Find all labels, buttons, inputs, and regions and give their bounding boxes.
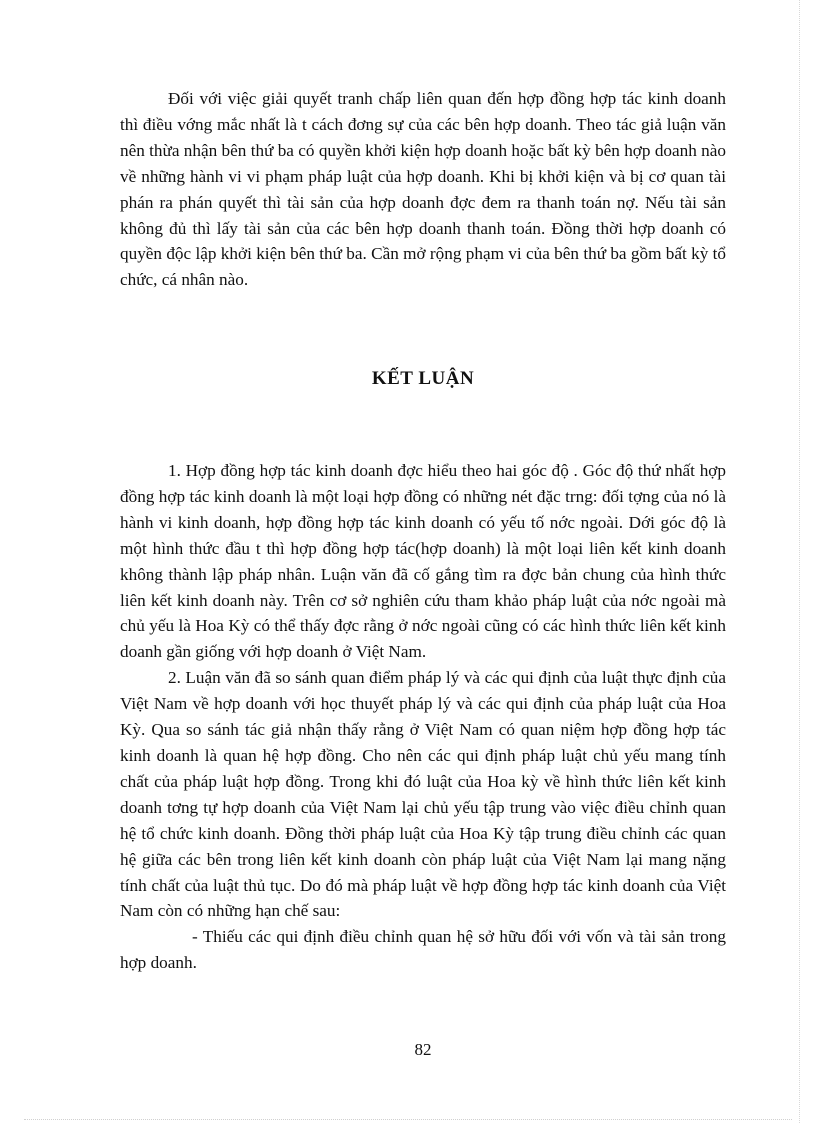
conclusion-bullet-1: - Thiếu các qui định điều chỉnh quan hệ sở hữu đối với vốn và tài sản trong hợp doanh. — [120, 927, 726, 973]
right-dotted-rule — [799, 0, 800, 1123]
intro-section — [120, 86, 726, 293]
intro-paragraph: Đối với việc giải quyết tranh chấp liên quan đến hợp đồng hợp tác kinh doanh thì điều vớng mắc nhất là t cách đơng sự của các bên hợp doanh. Theo tác giả luận văn nên thừa nhận bên thứ ba có quyền khởi kiện hợp doanh hoặc bất kỳ bên hợp doanh nào về những hành vi vi phạm pháp luật của hợp doanh. Khi bị khởi kiện và bị cơ quan tài phán ra phán quyết thì tài sản của hợp doanh đợc đem ra thanh toán nợ. Nếu tài sản không đủ thì lấy tài sản của các bên hợp doanh thanh toán. Đồng thời hợp doanh có quyền độc lập khởi kiện bên thứ ba. Cần mở rộng phạm vi của bên thứ ba gồm bất kỳ tổ chức, cá nhân nào. — [120, 89, 726, 290]
conclusion-section — [120, 458, 726, 976]
section-heading: KẾT LUẬN — [371, 368, 475, 389]
conclusion-paragraph-2: 2. Luận văn đã so sánh quan điểm pháp lý và các qui định của luật thực định của Việt Nam về hợp doanh với học thuyết pháp lý và các qui định của pháp luật của Hoa Kỳ. Qua so sánh tác giả nhận thấy rằng ở Việt Nam có quan niệm hợp đồng hợp tác kinh doanh là quan hệ hợp đồng. Cho nên các qui định pháp luật chủ yếu mang tính chất của pháp luật hợp đồng. Trong khi đó luật của Hoa kỳ về hình thức liên kết kinh doanh tơng tự hợp doanh của Việt Nam lại chủ yếu tập trung vào việc điều chỉnh quan hệ tổ chức kinh doanh. Đồng thời pháp luật của Hoa Kỳ tập trung điều chỉnh các quan hệ giữa các bên trong liên kết kinh doanh còn pháp luật của Việt Nam lại mang nặng tính chất của luật thủ tục. Do đó mà pháp luật về hợp đồng hợp tác kinh doanh của Việt Nam còn có những hạn chế sau: — [120, 668, 726, 921]
conclusion-paragraph-1: 1. Hợp đồng hợp tác kinh doanh đợc hiểu theo hai góc độ . Góc độ thứ nhất hợp đồng hợp tác kinh doanh là một loại hợp đồng có những nét đặc trng: đối tợng của nó là hành vi kinh doanh, hợp đồng hợp tác kinh doanh có yếu tố nớc ngoài. Dới góc độ là một hình thức đầu t thì hợp đồng hợp tác(hợp doanh) là một loại liên kết kinh doanh không thành lập pháp nhân. Luận văn đã cố gắng tìm ra đợc bản chung của hình thức liên kết kinh doanh này. Trên cơ sở nghiên cứu tham khảo pháp luật của nớc ngoài mà chủ yếu là Hoa Kỳ có thể thấy đợc rằng ở nớc ngoài cũng có các hình thức liên kết kinh doanh gần giống với hợp doanh ở Việt Nam. — [120, 461, 726, 662]
bottom-dotted-rule — [24, 1119, 792, 1120]
page-number: 82 — [414, 1040, 432, 1059]
